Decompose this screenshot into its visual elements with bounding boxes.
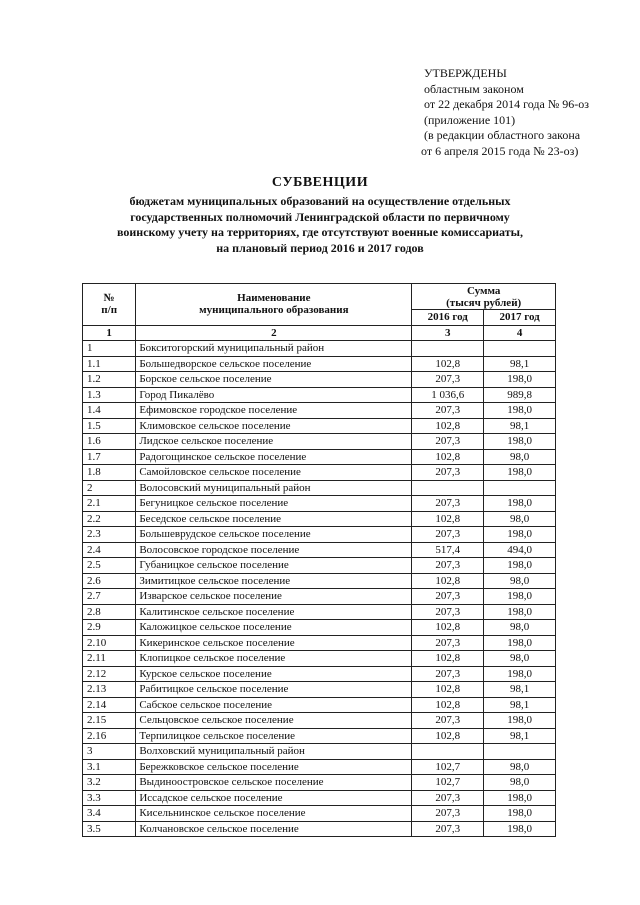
approval-line: (в редакции областного закона [424,128,581,142]
row-value-2017 [484,480,556,496]
row-number: 2.15 [83,713,136,729]
table-row [83,806,556,822]
subventions-table [82,283,556,837]
row-value-2017: 98,1 [484,728,556,744]
row-value-2017: 98,1 [484,697,556,713]
row-value-2017: 98,0 [484,511,556,527]
row-value-2016: 102,8 [412,620,484,636]
table-row [83,418,556,434]
row-name: Бегуницкое сельское поселение [136,496,412,512]
table-row [83,387,556,403]
row-name: Сабское сельское поселение [136,697,412,713]
row-number: 1.8 [83,465,136,481]
row-number: 1.7 [83,449,136,465]
row-name: Изварское сельское поселение [136,589,412,605]
row-name: Зимитицкое сельское поселение [136,573,412,589]
row-name: Терпилицкое сельское поселение [136,728,412,744]
row-name: Волосовский муниципальный район [136,480,412,496]
row-value-2017: 494,0 [484,542,556,558]
header-year-2016: 2016 год [412,310,484,326]
row-number: 1.2 [83,372,136,388]
row-value-2016: 207,3 [412,806,484,822]
table-row [83,527,556,543]
row-name: Калитинское сельское поселение [136,604,412,620]
approval-block [421,66,590,159]
row-number: 2.1 [83,496,136,512]
row-number: 2.4 [83,542,136,558]
row-value-2016: 207,3 [412,558,484,574]
table-row [83,496,556,512]
row-name: Колчановское сельское поселение [136,821,412,837]
row-number: 3.2 [83,775,136,791]
row-value-2017: 98,0 [484,775,556,791]
row-number: 1 [83,341,136,357]
row-name: Губаницкое сельское поселение [136,558,412,574]
header-sum-unit: (тысяч рублей) [446,296,522,309]
table-row [83,589,556,605]
row-value-2016 [412,341,484,357]
row-value-2016: 102,8 [412,449,484,465]
row-number: 2.9 [83,620,136,636]
row-number: 2.6 [83,573,136,589]
row-name: Ефимовское городское поселение [136,403,412,419]
row-value-2017: 198,0 [484,527,556,543]
row-value-2017: 198,0 [484,403,556,419]
row-name: Рабитицкое сельское поселение [136,682,412,698]
row-name: Каложицкое сельское поселение [136,620,412,636]
row-value-2016: 102,8 [412,511,484,527]
table-row [83,821,556,837]
row-name: Климовское сельское поселение [136,418,412,434]
row-value-2017: 198,0 [484,496,556,512]
row-number: 1.6 [83,434,136,450]
table-row [83,465,556,481]
document-title [0,175,640,256]
table-row [83,682,556,698]
row-value-2016: 207,3 [412,434,484,450]
row-value-2017: 198,0 [484,713,556,729]
row-value-2017: 98,0 [484,620,556,636]
table-row [83,620,556,636]
header-name [136,284,412,326]
header-name-line2: муниципального образования [199,304,349,317]
table-row [83,372,556,388]
row-value-2017: 98,1 [484,418,556,434]
row-name: Волосовское городское поселение [136,542,412,558]
row-value-2016: 207,3 [412,496,484,512]
row-number: 3.3 [83,790,136,806]
row-name: Курское сельское поселение [136,666,412,682]
header-number-label: п/п [101,304,118,317]
column-number: 1 [83,325,136,341]
row-value-2016: 207,3 [412,403,484,419]
table-row [83,356,556,372]
row-number: 2.3 [83,527,136,543]
table-row [83,635,556,651]
row-value-2016: 102,8 [412,418,484,434]
row-number: 2.12 [83,666,136,682]
table-row [83,604,556,620]
approval-line: областным законом [424,81,524,96]
row-name: Кисельнинское сельское поселение [136,806,412,822]
table-row [83,558,556,574]
row-value-2016: 207,3 [412,790,484,806]
row-name: Самойловское сельское поселение [136,465,412,481]
row-number: 3.5 [83,821,136,837]
table-row [83,573,556,589]
row-number: 2.14 [83,697,136,713]
title-subtitle-line: государственных полномочий Ленинградской области по первичному [130,209,510,224]
row-name: Бережковское сельское поселение [136,759,412,775]
row-value-2017 [484,341,556,357]
row-number: 2.16 [83,728,136,744]
row-name: Лидское сельское поселение [136,434,412,450]
column-number: 4 [484,325,556,341]
row-value-2016 [412,744,484,760]
row-value-2016: 207,3 [412,666,484,682]
row-number: 2.10 [83,635,136,651]
title-subtitle-line: воинскому учету на территориях, где отсутствуют военные комиссариаты, [116,225,524,239]
row-number: 1.5 [83,418,136,434]
row-value-2017 [484,744,556,760]
row-value-2017: 98,0 [484,573,556,589]
row-value-2016: 102,8 [412,728,484,744]
row-number: 2 [83,480,136,496]
table-row [83,728,556,744]
table-row [83,790,556,806]
row-number: 1.4 [83,403,136,419]
row-name: Радогощинское сельское поселение [136,449,412,465]
row-value-2017: 198,0 [484,434,556,450]
table-row [83,713,556,729]
row-name: Борское сельское поселение [136,372,412,388]
row-value-2016: 207,3 [412,604,484,620]
row-value-2017: 198,0 [484,666,556,682]
row-name: Беседское сельское поселение [136,511,412,527]
row-name: Большеврудское сельское поселение [136,527,412,543]
row-number: 3.4 [83,806,136,822]
table-row [83,542,556,558]
table-row [83,434,556,450]
row-value-2017: 198,0 [484,604,556,620]
row-value-2016: 102,8 [412,682,484,698]
table-row [83,775,556,791]
row-value-2016: 102,7 [412,775,484,791]
table-row [83,666,556,682]
table-row [83,341,556,357]
row-value-2017: 98,1 [484,356,556,372]
column-numbers-row [83,325,556,341]
row-value-2017: 98,0 [484,759,556,775]
header-number-sign: № [103,292,115,305]
header-year-2017: 2017 год [484,310,556,326]
row-value-2016: 207,3 [412,372,484,388]
column-number: 3 [412,325,484,341]
header-sum [412,284,556,310]
row-number: 1.3 [83,387,136,403]
row-name: Клопицкое сельское поселение [136,651,412,667]
row-value-2016: 207,3 [412,465,484,481]
table-row [83,759,556,775]
row-number: 2.5 [83,558,136,574]
approval-line: от 22 декабря 2014 года № 96-оз [424,97,590,111]
row-number: 2.13 [83,682,136,698]
row-name: Город Пикалёво [136,387,412,403]
row-number: 3 [83,744,136,760]
row-value-2017: 198,0 [484,589,556,605]
row-name: Иссадское сельское поселение [136,790,412,806]
row-name: Выдиноостровское сельское поселение [136,775,412,791]
header-name-line1: Наименование [237,292,311,305]
title-subtitle-line: бюджетам муниципальных образований на осуществление отдельных [129,194,511,208]
table-row [83,449,556,465]
title-subtitle-line: на плановый период 2016 и 2017 годов [216,240,424,255]
row-value-2017: 198,0 [484,372,556,388]
table-row [83,697,556,713]
row-value-2016: 207,3 [412,527,484,543]
row-value-2016: 207,3 [412,821,484,837]
row-value-2016: 102,8 [412,573,484,589]
row-value-2017: 989,8 [484,387,556,403]
row-name: Бокситогорский муниципальный район [136,341,412,357]
table-row [83,480,556,496]
table-body [83,341,556,837]
row-value-2017: 198,0 [484,558,556,574]
row-number: 2.11 [83,651,136,667]
table-row [83,744,556,760]
row-value-2016: 207,3 [412,589,484,605]
table-row [83,511,556,527]
approval-line: (приложение 101) [424,112,516,127]
column-number: 2 [136,325,412,341]
title-main: СУБВЕНЦИИ [271,175,369,190]
row-value-2016: 102,8 [412,697,484,713]
row-name: Кикеринское сельское поселение [136,635,412,651]
row-value-2017: 198,0 [484,790,556,806]
row-value-2017: 198,0 [484,821,556,837]
row-value-2016: 102,8 [412,356,484,372]
row-number: 3.1 [83,759,136,775]
row-value-2016: 207,3 [412,713,484,729]
row-number: 2.8 [83,604,136,620]
row-value-2017: 98,1 [484,682,556,698]
header-sum-label: Сумма [466,284,501,297]
row-value-2017: 198,0 [484,806,556,822]
approval-line: от 6 апреля 2015 года № 23-оз) [421,143,579,158]
table-row [83,403,556,419]
row-value-2017: 198,0 [484,635,556,651]
approval-line: УТВЕРЖДЕНЫ [424,66,507,80]
row-value-2016 [412,480,484,496]
row-value-2016: 207,3 [412,635,484,651]
table-row [83,651,556,667]
row-value-2016: 1 036,6 [412,387,484,403]
row-number: 1.1 [83,356,136,372]
row-value-2016: 517,4 [412,542,484,558]
row-value-2017: 198,0 [484,465,556,481]
row-value-2016: 102,8 [412,651,484,667]
row-name: Большедворское сельское поселение [136,356,412,372]
row-number: 2.7 [83,589,136,605]
row-name: Волховский муниципальный район [136,744,412,760]
row-number: 2.2 [83,511,136,527]
row-value-2016: 102,7 [412,759,484,775]
row-value-2017: 98,0 [484,449,556,465]
row-value-2017: 98,0 [484,651,556,667]
header-number [83,284,136,326]
row-name: Сельцовское сельское поселение [136,713,412,729]
